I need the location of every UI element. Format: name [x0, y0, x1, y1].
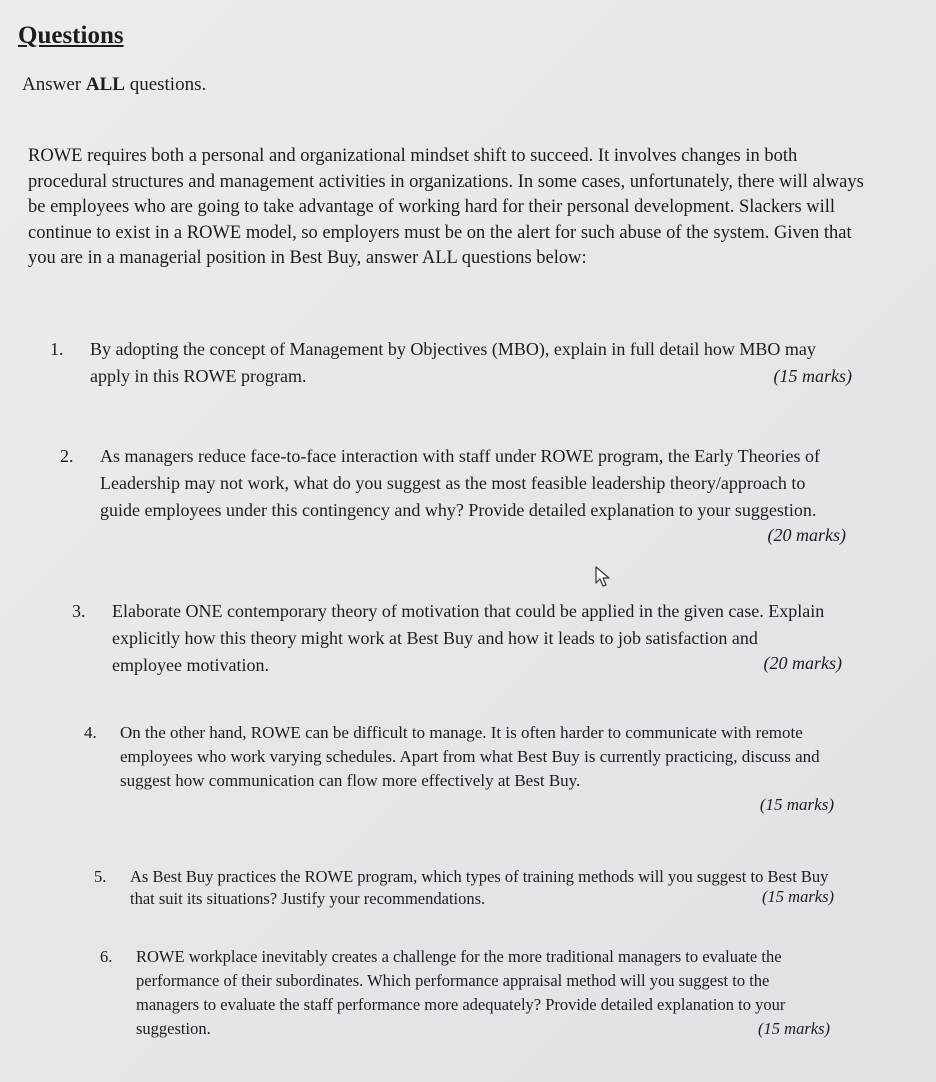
- question-1: [50, 336, 852, 390]
- question-number: 3.: [72, 601, 86, 621]
- question-text: Elaborate ONE contemporary theory of motivation that could be applied in the given case. Explain explicitly how this theory might work at Best Buy and how it leads to job satisfaction and employee motivation.: [112, 601, 825, 675]
- page-title: Questions: [18, 22, 124, 49]
- mouse-pointer-icon: [594, 566, 612, 588]
- question-text: On the other hand, ROWE can be difficult to manage. It is often harder to communicate with remote employees who work varying schedules. Apart from what Best Buy is currently practicing, discuss and suggest how communication can flow more effectively at Best Buy.: [120, 723, 820, 790]
- question-text: As managers reduce face-to-face interaction with staff under ROWE program, the Early Theories of Leadership may not work, what do you suggest as the most feasible leadership theory/approach to guide employees under this contingency and why? Provide detailed explanation to your suggestion.: [100, 446, 821, 520]
- instruction-suffix: questions.: [124, 74, 207, 95]
- question-text: ROWE workplace inevitably creates a challenge for the more traditional managers to evaluate the performance of their subordinates. Which performance appraisal method will you suggest to the managers to evaluate the staff performance more adequately? Provide detailed explanation to your suggestion.: [136, 947, 786, 1038]
- question-number: 6.: [100, 947, 113, 966]
- question-text: As Best Buy practices the ROWE program, which types of training methods will you suggest to Best Buy that suit its situations? Justify your recommendations.: [130, 867, 829, 908]
- question-5: [94, 866, 834, 910]
- instruction-prefix: Answer: [22, 74, 86, 95]
- question-number: 5.: [94, 867, 107, 886]
- question-number: 2.: [60, 446, 74, 466]
- question-3: [72, 598, 842, 679]
- question-text: By adopting the concept of Management by Objectives (MBO), explain in full detail how MBO may apply in this ROWE program.: [90, 339, 816, 386]
- question-marks: (20 marks): [763, 653, 842, 673]
- question-marks: (20 marks): [767, 525, 846, 545]
- instruction: [22, 74, 206, 96]
- question-marks: (15 marks): [758, 1019, 830, 1038]
- question-marks: (15 marks): [762, 887, 834, 906]
- question-marks: (15 marks): [773, 366, 852, 386]
- question-marks: (15 marks): [759, 795, 834, 814]
- instruction-emphasis: ALL: [85, 74, 125, 95]
- question-2: [60, 443, 846, 545]
- question-6: [100, 945, 830, 1041]
- question-number: 1.: [50, 339, 64, 359]
- intro-paragraph: ROWE requires both a personal and organizational mindset shift to succeed. It involves changes in both procedural structures and management activities in organizations. In some cases, unfortunately, there will always be employees who are going to take advantage of working hard for their personal development. Slackers will continue to exist in a ROWE model, so employers must be on the alert for such abuse of the system. Given that you are in a managerial position in Best Buy, answer ALL questions below:: [28, 146, 864, 268]
- question-4: [84, 721, 834, 814]
- question-number: 4.: [84, 723, 97, 742]
